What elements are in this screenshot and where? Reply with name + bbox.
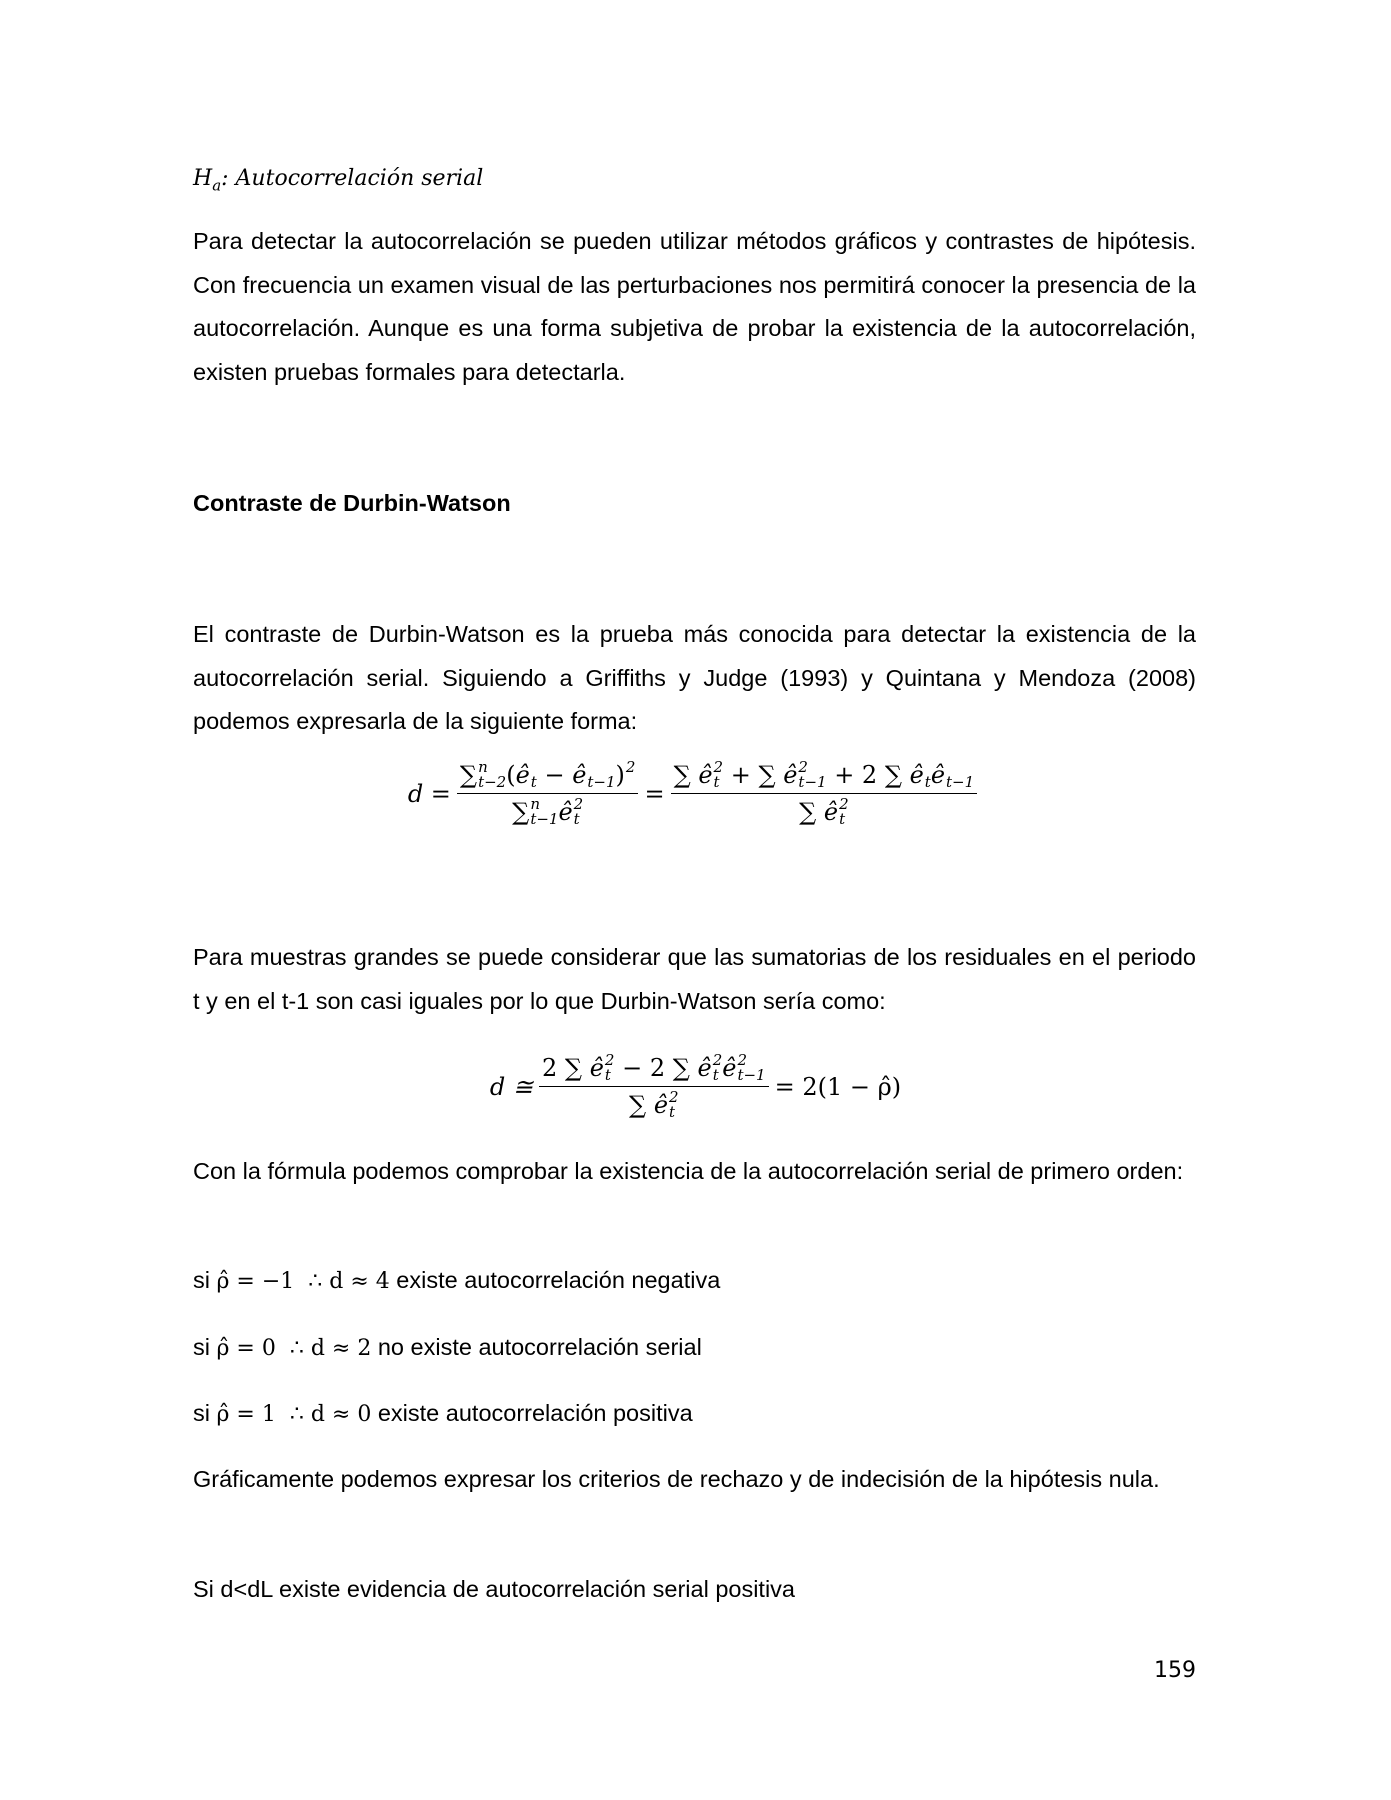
hypothesis-symbol: H — [193, 166, 213, 191]
math-term — [572, 760, 615, 790]
math-superscript: 2 — [669, 1088, 679, 1106]
math-subscript: t−2 — [478, 773, 507, 791]
math-superscript: 2 — [712, 1051, 723, 1069]
denominator — [626, 1087, 682, 1120]
case-prefix: si — [193, 1334, 217, 1360]
fraction — [539, 1053, 769, 1120]
math-base: ê — [909, 761, 924, 789]
case-math: ρ̂ = 1 ∴ d ≈ 0 — [216, 1402, 372, 1427]
case-math: ρ̂ = −1 ∴ d ≈ 4 — [216, 1269, 390, 1294]
math-subscript: t−1 — [737, 1066, 766, 1084]
math-subscript: t — [712, 1066, 719, 1084]
math-superscript: 2 — [713, 758, 724, 776]
fraction — [457, 760, 639, 827]
math-subscript: t — [573, 810, 580, 828]
paragraph-dl-rule: Si d<dL existe evidencia de autocorrelación serial positiva — [193, 1576, 795, 1602]
paragraph-large-samples: Para muestras grandes se puede considerar que las sumatorias de los residuales en el periodo t y en el t-1 son casi iguales por lo que Durbin-Watson sería como: — [193, 944, 1196, 1014]
page-number: 159 — [1154, 1658, 1196, 1683]
math-term — [516, 760, 537, 790]
math-subscript: t−1 — [587, 773, 616, 791]
paragraph-formula-check: Con la fórmula podemos comprobar la existencia de la autocorrelación serial de primero orden: — [193, 1158, 1184, 1184]
math-term — [697, 1053, 722, 1083]
alternative-hypothesis — [193, 156, 1196, 208]
math-superscript: 2 — [573, 795, 584, 813]
math-term — [590, 1053, 615, 1083]
math-text: + ∑ — [723, 761, 784, 789]
formula-rhs: = 2(1 − ρ̂) — [774, 1072, 902, 1101]
formula-lhs: d = — [407, 779, 451, 808]
math-text: ( — [506, 761, 516, 789]
math-text: ∑ — [799, 798, 824, 826]
math-base: ∑ — [512, 798, 530, 826]
math-subscript: t−1 — [946, 773, 975, 791]
numerator — [457, 760, 639, 794]
math-base: ê — [572, 761, 587, 789]
math-scripts — [574, 797, 584, 827]
math-subscript — [626, 775, 636, 790]
case-text: existe autocorrelación negativa — [389, 1267, 721, 1293]
math-scripts — [669, 1090, 679, 1120]
formula-approximation — [0, 1053, 1391, 1120]
math-scripts — [946, 760, 974, 790]
math-term — [722, 1053, 765, 1083]
math-scripts — [587, 760, 615, 790]
math-subscript: t — [713, 773, 720, 791]
math-text: + 2 ∑ — [826, 761, 910, 789]
math-subscript: t — [530, 773, 537, 791]
numerator — [539, 1053, 769, 1087]
case-negative — [193, 1259, 1196, 1304]
case-text: existe autocorrelación positiva — [371, 1400, 693, 1426]
case-prefix: si — [193, 1267, 217, 1293]
math-text: − 2 ∑ — [614, 1054, 698, 1082]
equals-sign: = — [644, 779, 665, 808]
math-scripts — [714, 760, 724, 790]
math-superscript: 2 — [798, 758, 808, 776]
math-scripts — [626, 760, 636, 790]
hypothesis-text: : Autocorrelación serial — [221, 166, 484, 191]
paragraph-durbin-watson: El contraste de Durbin-Watson es la prueba más conocida para detectar la existencia de la autocorrelación serial. Siguiendo a Griffiths y Judge (1993) y Quintana y Mendoza (2008) podemos expresarla de la siguiente forma: — [193, 621, 1196, 735]
math-text: ∑ — [629, 1091, 654, 1119]
math-base: ) — [615, 761, 625, 789]
math-scripts — [478, 760, 506, 790]
math-scripts — [798, 760, 826, 790]
math-superscript: 2 — [625, 758, 636, 776]
math-term — [616, 760, 636, 790]
case-text: no existe autocorrelación serial — [371, 1334, 702, 1360]
formula-durbin-watson — [0, 760, 1391, 827]
math-term — [512, 797, 558, 827]
math-base: ê — [930, 761, 946, 789]
math-subscript: t — [839, 810, 846, 828]
math-base: ê — [653, 1091, 669, 1119]
math-term — [460, 760, 506, 790]
math-subscript: t — [604, 1066, 611, 1084]
math-superscript: n — [478, 758, 488, 776]
math-subscript: t−1 — [798, 773, 827, 791]
math-subscript: t−1 — [530, 810, 559, 828]
math-base: ê — [823, 798, 839, 826]
math-base: ê — [722, 1054, 737, 1082]
case-positive — [193, 1392, 1196, 1437]
math-scripts — [737, 1053, 765, 1083]
numerator — [671, 760, 978, 794]
math-superscript: 2 — [839, 795, 849, 813]
case-math: ρ̂ = 0 ∴ d ≈ 2 — [216, 1336, 372, 1361]
paragraph-graphical: Gráficamente podemos expresar los criterios de rechazo y de indecisión de la hipótesis nula. — [193, 1466, 1160, 1492]
math-superscript: n — [530, 795, 540, 813]
math-text: ∑ — [673, 761, 699, 789]
denominator — [796, 794, 852, 827]
fraction — [671, 760, 978, 827]
math-base: ê — [697, 1054, 712, 1082]
math-term — [910, 760, 931, 790]
math-base: ê — [698, 761, 713, 789]
section-heading: Contraste de Durbin-Watson — [193, 490, 511, 516]
math-text: 2 ∑ — [542, 1054, 590, 1082]
math-term — [931, 760, 974, 790]
math-base: ê — [558, 798, 573, 826]
math-superscript: 2 — [737, 1051, 747, 1069]
case-prefix: si — [193, 1400, 217, 1426]
paragraph-intro: Para detectar la autocorrelación se pueden utilizar métodos gráficos y contrastes de hipótesis. Con frecuencia un examen visual de las perturbaciones nos permitirá conocer la presencia de la autocorrelación. Aunque es una forma subjetiva de probar la existencia de la autocorrelación, existen pruebas formales para detectarla. — [193, 228, 1196, 385]
math-base: ê — [515, 761, 530, 789]
math-term — [698, 760, 723, 790]
denominator — [509, 794, 586, 827]
math-subscript: t — [924, 773, 931, 791]
formula-lhs: d ≅ — [489, 1072, 534, 1101]
math-scripts — [713, 1053, 723, 1083]
math-term — [654, 1090, 679, 1120]
math-scripts — [530, 797, 558, 827]
math-subscript: t — [669, 1103, 676, 1121]
case-none — [193, 1326, 1196, 1371]
math-term — [558, 797, 583, 827]
math-base: ê — [783, 761, 798, 789]
math-superscript: 2 — [604, 1051, 615, 1069]
math-term — [824, 797, 849, 827]
math-base: ∑ — [459, 761, 478, 789]
math-term — [783, 760, 826, 790]
hypothesis-subscript: a — [212, 176, 222, 195]
math-base: ê — [589, 1054, 604, 1082]
math-text: − — [536, 761, 573, 789]
math-scripts — [839, 797, 849, 827]
